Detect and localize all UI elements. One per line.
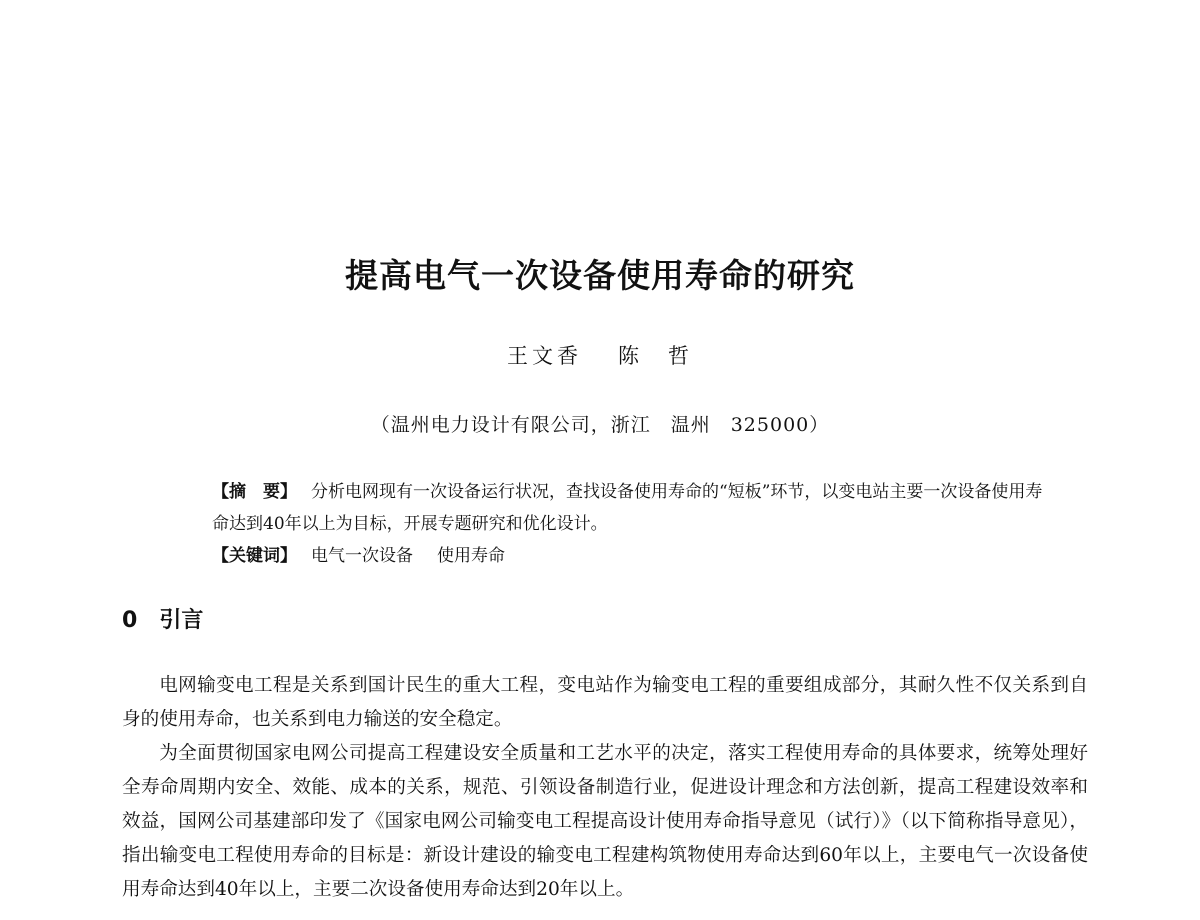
section-number: 0	[122, 608, 138, 633]
keywords-label: 【关键词】	[212, 546, 297, 566]
author-affiliation: （温州电力设计有限公司，浙江 温州 325000）	[370, 414, 830, 436]
abstract-block	[172, 476, 1052, 540]
author-list	[0, 340, 1200, 370]
keyword: 使用寿命	[437, 546, 505, 566]
body-paragraph: 电网输变电工程是关系到国计民生的重大工程，变电站作为输变电工程的重要组成部分，其耐久性不仅关系到自身的使用寿命，也关系到电力输送的安全稳定。	[122, 675, 1088, 730]
paper-title: 提高电气一次设备使用寿命的研究	[345, 256, 855, 295]
author-name: 王文香	[507, 344, 582, 368]
abstract-text: 分析电网现有一次设备运行状况，查找设备使用寿命的“短板”环节，以变电站主要一次设备使用寿命达到40年以上为目标，开展专题研究和优化设计。	[212, 482, 1043, 534]
section-title: 引言	[159, 608, 204, 633]
section-body	[122, 669, 1088, 907]
abstract-label: 【摘 要】	[212, 482, 297, 502]
keyword: 电气一次设备	[311, 546, 413, 566]
section-heading	[122, 603, 203, 634]
keywords-block	[212, 540, 1052, 572]
author-name: 陈 哲	[618, 344, 693, 368]
body-paragraph: 为全面贯彻国家电网公司提高工程建设安全质量和工艺水平的决定，落实工程使用寿命的具体要求，统筹处理好全寿命周期内安全、效能、成本的关系，规范、引领设备制造行业，促进设计理念和方法创新，提高工程建设效率和效益，国网公司基建部印发了《国家电网公司输变电工程提高设计使用寿命指导意见（试行）》（以下简称指导意见），指出输变电工程使用寿命的目标是：新设计建设的输变电工程建构筑物使用寿命达到60年以上，主要电气一次设备使用寿命达到40年以上，主要二次设备使用寿命达到20年以上。	[122, 743, 1088, 900]
